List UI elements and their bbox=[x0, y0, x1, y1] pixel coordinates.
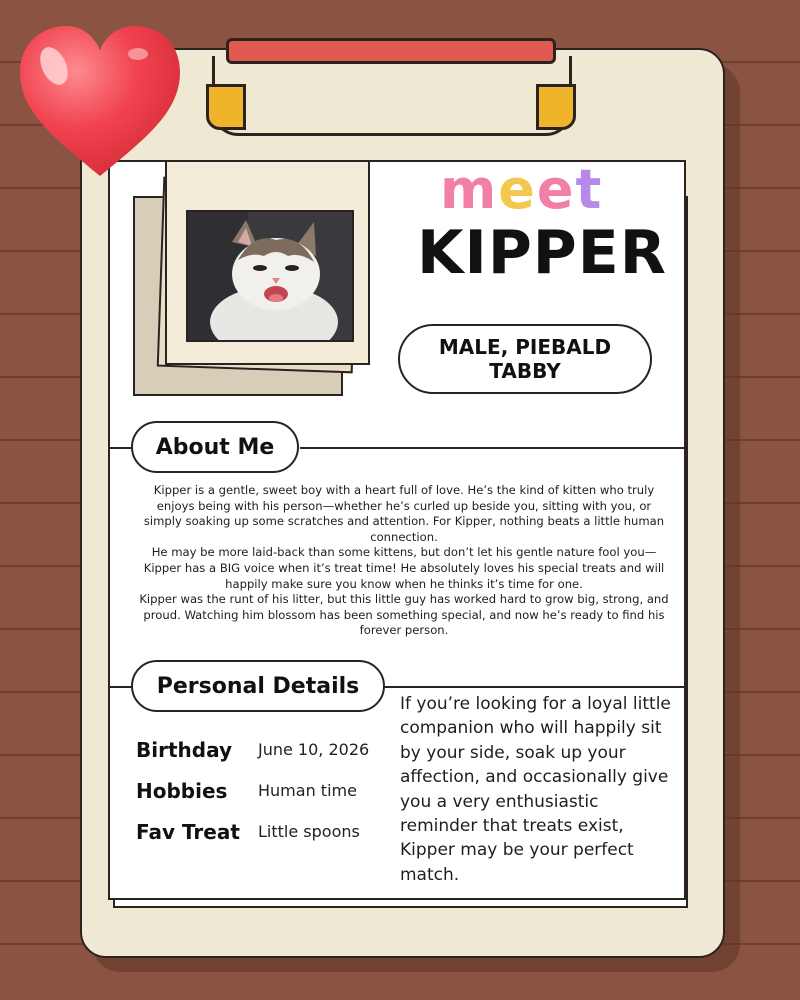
clip-top-bar bbox=[226, 38, 556, 64]
sex-breed-badge: MALE, PIEBALD TABBY bbox=[398, 324, 652, 394]
details-divider bbox=[384, 686, 686, 688]
meet-letter: e bbox=[498, 158, 537, 221]
clipboard-clip-icon bbox=[212, 56, 572, 136]
detail-row bbox=[136, 738, 396, 768]
detail-value: Little spoons bbox=[258, 822, 360, 841]
about-divider bbox=[300, 447, 686, 449]
detail-row bbox=[136, 779, 396, 809]
detail-row bbox=[136, 820, 396, 850]
about-paragraph: He may be more laid-back than some kittens, but don’t let his gentle nature fool you—Kipper has a BIG voice when it’s treat time! He absolutely loves his special treats and will happily make sure you know when he thinks it’s time for one. bbox=[143, 545, 665, 591]
details-divider-left bbox=[110, 686, 132, 688]
meet-letter: m bbox=[440, 158, 499, 221]
detail-value: June 10, 2026 bbox=[258, 740, 370, 759]
about-paragraph: Kipper is a gentle, sweet boy with a heart full of love. He’s the kind of kitten who truly enjoys being with his person—whether he’s curled up beside you, sitting with you, or simply soaking up some scratches and attention. For Kipper, nothing beats a little human connection. bbox=[143, 483, 665, 544]
cat-name: KIPPER bbox=[417, 218, 667, 288]
details-heading: Personal Details bbox=[131, 660, 385, 712]
detail-value: Human time bbox=[258, 781, 357, 800]
about-text bbox=[136, 483, 672, 639]
meet-letter: e bbox=[536, 158, 576, 221]
heart-icon bbox=[14, 20, 186, 182]
about-paragraph: Kipper was the runt of his litter, but this little guy has worked hard to grow big, strong, and proud. Watching him blossom has been something special, and now he’s ready to find his forever person. bbox=[139, 592, 669, 638]
detail-label: Hobbies bbox=[136, 779, 228, 803]
about-heading: About Me bbox=[131, 421, 299, 473]
detail-label: Birthday bbox=[136, 738, 232, 762]
adoption-pitch: If you’re looking for a loyal little companion who will happily sit by your side, soak up your affection, and occasionally give you a very enthusiastic reminder that treats exist, Kipper may be your perfect match. bbox=[400, 694, 671, 885]
clip-right-hinge bbox=[536, 84, 576, 130]
clip-left-hinge bbox=[206, 84, 246, 130]
meet-letter: t bbox=[575, 158, 604, 221]
kitten-photo bbox=[186, 210, 354, 342]
detail-label: Fav Treat bbox=[136, 820, 240, 844]
